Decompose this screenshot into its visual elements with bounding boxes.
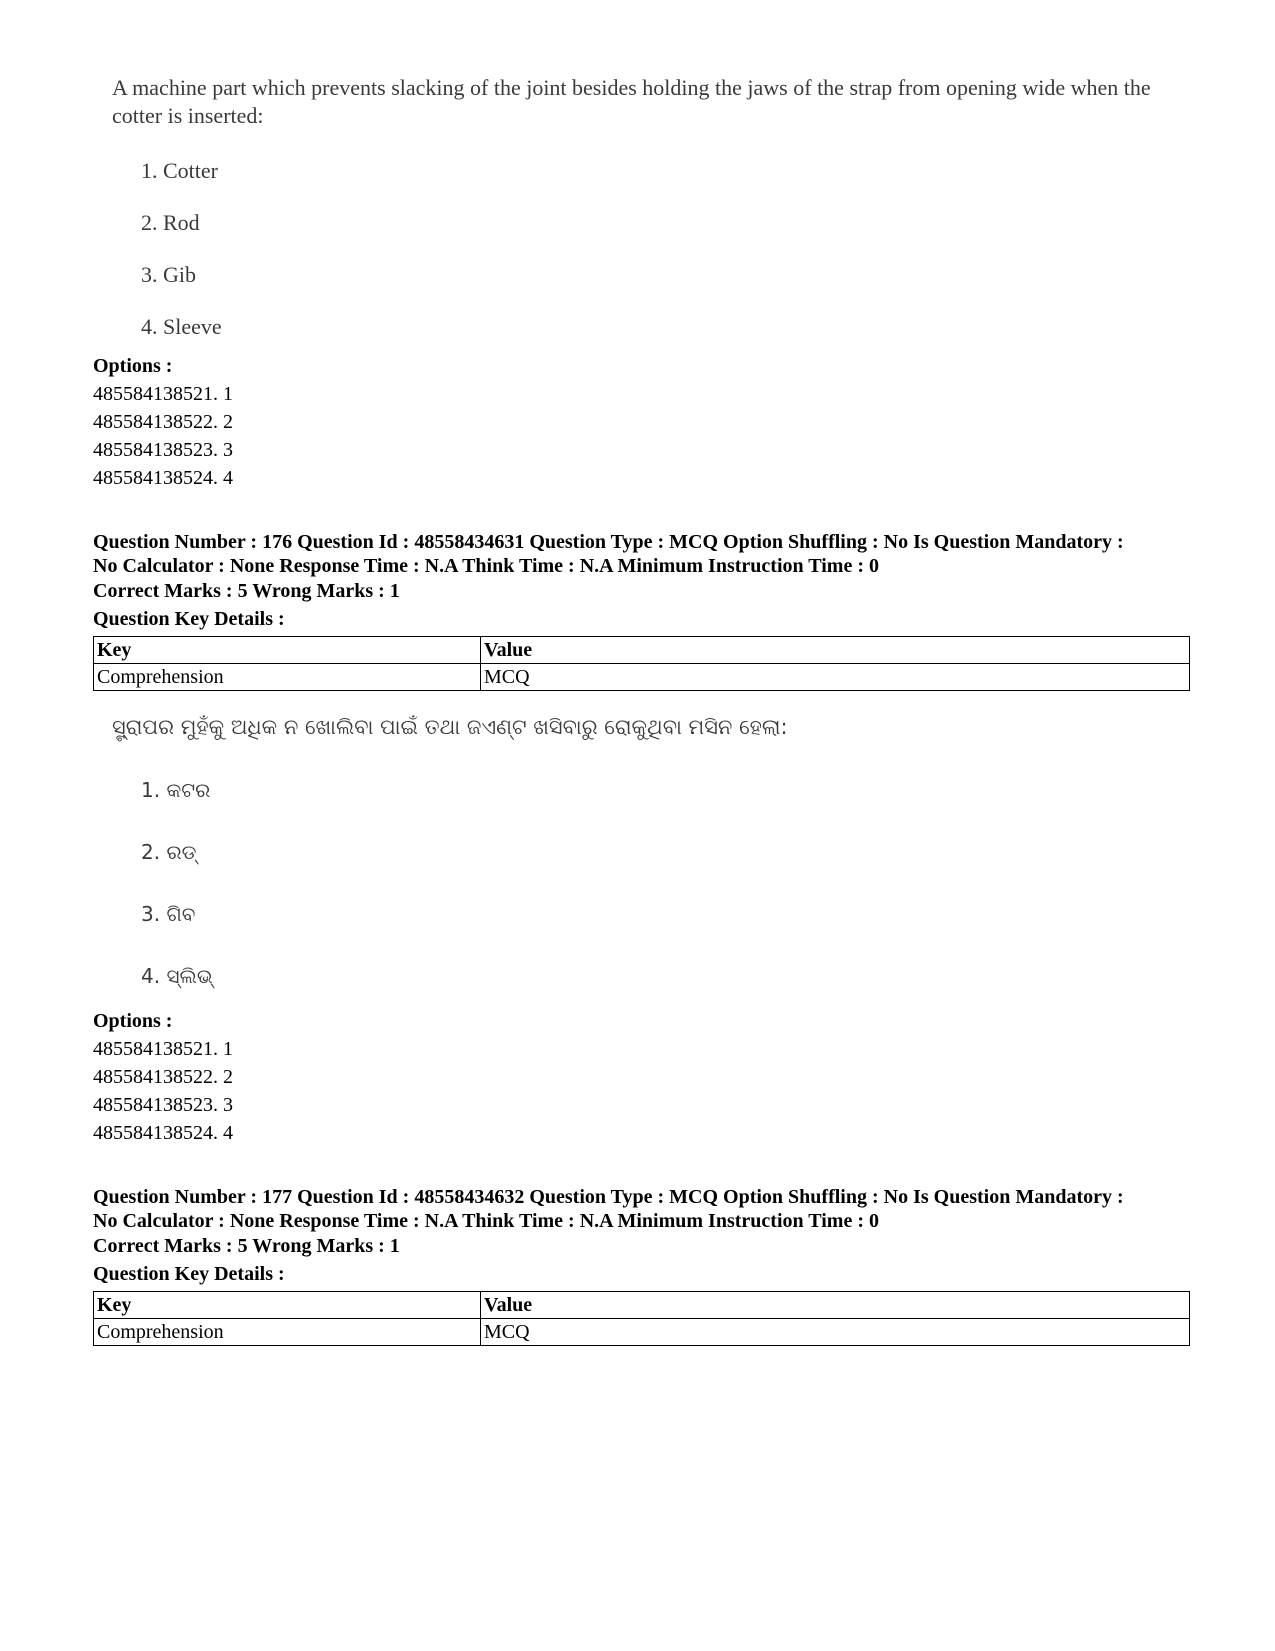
question-meta-line-2: No Calculator : None Response Time : N.A Think Time : N.A Minimum Instruction Time : 0 bbox=[93, 1210, 879, 1232]
table-cell-value: MCQ bbox=[481, 1319, 1190, 1346]
option-id-4: 485584138524. 4 bbox=[93, 1122, 233, 1144]
table-row bbox=[94, 664, 1190, 691]
question-text: ସ୍ଟ୍ରାପର ମୁହଁକୁ ଅଧିକ ନ ଖୋଲିବା ପାଇଁ ତଥା ଜଏଣ୍ଟ ଖସିବାରୁ ରୋକୁଥିବା ମସିନ ହେଲା: bbox=[112, 715, 788, 739]
marks-line: Correct Marks : 5 Wrong Marks : 1 bbox=[93, 580, 400, 602]
choice-4: 4. Sleeve bbox=[141, 314, 222, 339]
choice-2: 2. Rod bbox=[141, 210, 200, 235]
question-meta-line-1: Question Number : 177 Question Id : 48558434632 Question Type : MCQ Option Shuffling : No Is Question Mandatory : bbox=[93, 1186, 1124, 1208]
option-id-3: 485584138523. 3 bbox=[93, 1094, 233, 1116]
choice-3: 3. ଗିବ bbox=[141, 902, 196, 926]
marks-line: Correct Marks : 5 Wrong Marks : 1 bbox=[93, 1235, 400, 1257]
question-meta-line-1: Question Number : 176 Question Id : 48558434631 Question Type : MCQ Option Shuffling : No Is Question Mandatory : bbox=[93, 531, 1124, 553]
table-header-row bbox=[94, 637, 1190, 664]
key-details-label: Question Key Details : bbox=[93, 608, 285, 630]
option-id-1: 485584138521. 1 bbox=[93, 383, 233, 405]
question-meta bbox=[93, 530, 1193, 578]
question-meta-line-2: No Calculator : None Response Time : N.A Think Time : N.A Minimum Instruction Time : 0 bbox=[93, 555, 879, 577]
key-details-table bbox=[93, 1291, 1190, 1346]
table-row bbox=[94, 1319, 1190, 1346]
options-label: Options : bbox=[93, 355, 173, 377]
key-details-table bbox=[93, 636, 1190, 691]
table-cell-value: MCQ bbox=[481, 664, 1190, 691]
choice-1: 1. କଟର bbox=[141, 778, 211, 802]
option-id-2: 485584138522. 2 bbox=[93, 1066, 233, 1088]
table-header-value: Value bbox=[481, 637, 1190, 664]
option-id-1: 485584138521. 1 bbox=[93, 1038, 233, 1060]
choice-2: 2. ରଡ୍ bbox=[141, 840, 197, 864]
table-header-key: Key bbox=[94, 637, 481, 664]
choice-4: 4. ସ୍ଲିଭ୍ bbox=[141, 964, 213, 988]
options-label: Options : bbox=[93, 1010, 173, 1032]
option-id-4: 485584138524. 4 bbox=[93, 467, 233, 489]
choice-3: 3. Gib bbox=[141, 262, 196, 287]
option-id-2: 485584138522. 2 bbox=[93, 411, 233, 433]
key-details-label: Question Key Details : bbox=[93, 1263, 285, 1285]
table-header-key: Key bbox=[94, 1292, 481, 1319]
table-header-row bbox=[94, 1292, 1190, 1319]
question-text: A machine part which prevents slacking of the joint besides holding the jaws of the strap from opening wide when the cotter is inserted: bbox=[112, 75, 1151, 128]
table-header-value: Value bbox=[481, 1292, 1190, 1319]
choice-1: 1. Cotter bbox=[141, 158, 218, 183]
table-cell-key: Comprehension bbox=[94, 1319, 481, 1346]
option-id-3: 485584138523. 3 bbox=[93, 439, 233, 461]
question-meta bbox=[93, 1185, 1193, 1233]
table-cell-key: Comprehension bbox=[94, 664, 481, 691]
